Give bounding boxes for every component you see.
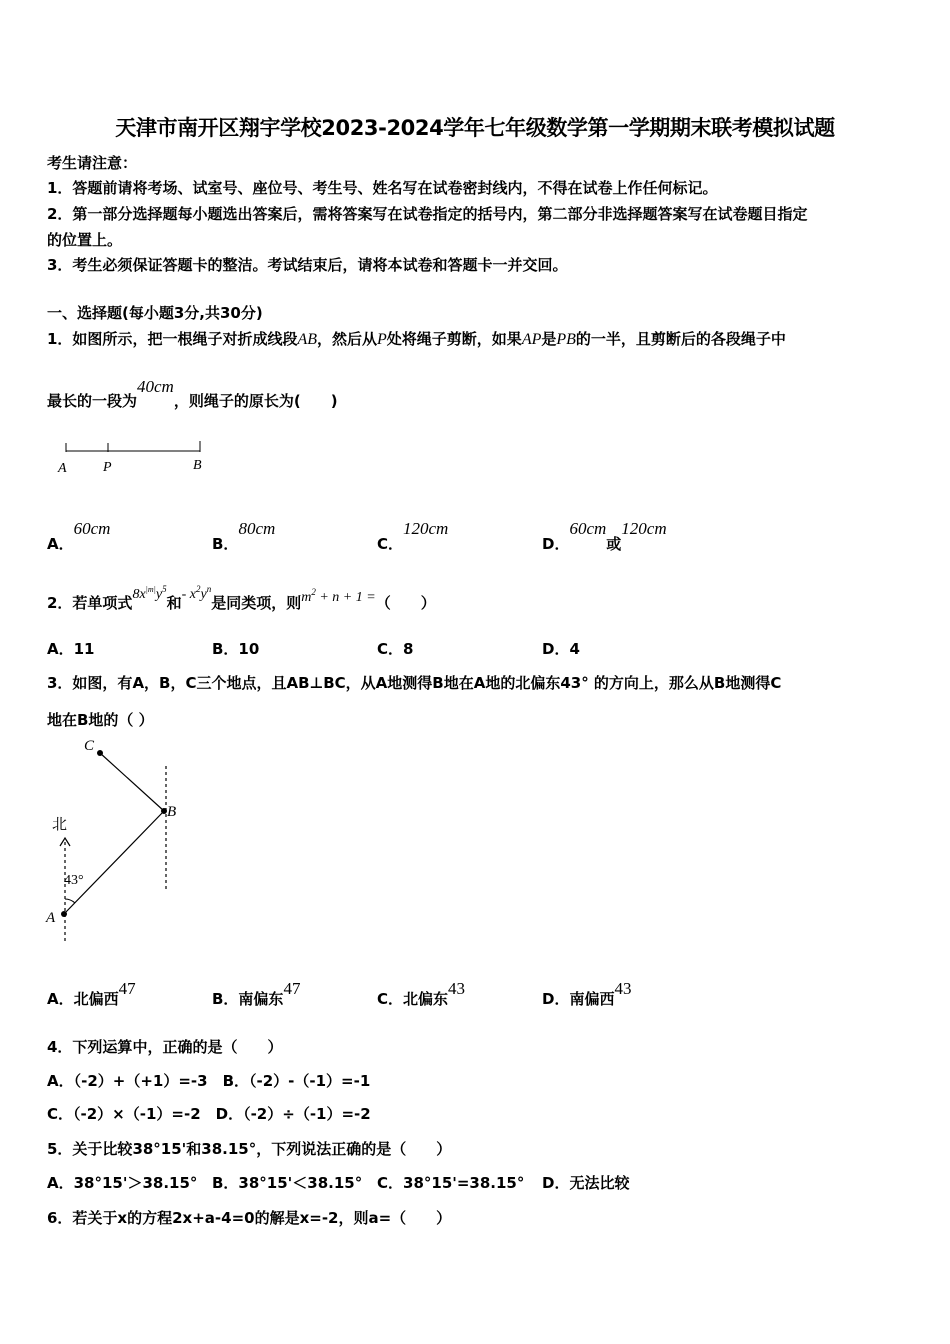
segment-ab: [64, 811, 164, 914]
option-d[interactable]: D．60cm或120cm: [542, 519, 667, 553]
notice-item: 1．答题前请将考场、试室号、座位号、考生号、姓名写在试卷密封线内，不得在试卷上作任何标记。: [47, 179, 718, 197]
label-c: C: [84, 738, 95, 754]
option-a[interactable]: A．北偏西47: [47, 979, 136, 1008]
label-b: B: [193, 458, 202, 473]
rope-figure: [52, 436, 212, 480]
section-heading: 一、选择题(每小题3分,共30分): [47, 304, 263, 322]
options-row[interactable]: A．（-2）+（+1）=-3 B．（-2）-（-1）=-1: [47, 1072, 371, 1090]
angle-label: 43°: [64, 873, 84, 888]
notice-item: 2．第一部分选择题每小题选出答案后，需将答案写在试卷指定的括号内，第二部分非选择题答案写在试卷题目指定: [47, 205, 808, 223]
direction-figure: [40, 734, 200, 948]
question-3-line-1: 3．如图，有A，B，C三个地点，且AB⊥BC，从A地测得B地在A地的北偏东43° 的方向上，那么从B地测得C: [47, 674, 782, 692]
notice-item: 3．考生必须保证答题卡的整洁。考试结束后，请将本试卷和答题卡一并交回。: [47, 256, 568, 274]
angle-arc: [65, 899, 75, 903]
option-d[interactable]: D．南偏西43: [542, 979, 632, 1008]
notice-heading: 考生请注意：: [47, 154, 138, 172]
question-5-stem: 5．关于比较38°15'和38.15°，下列说法正确的是（ ）: [47, 1140, 452, 1158]
point-a: [61, 911, 67, 917]
question-3-line-2: 地在B地的（ ）: [47, 711, 154, 729]
question-6-stem: 6．若关于x的方程2x+a-4=0的解是x=-2，则a=（ ）: [47, 1209, 452, 1227]
option-a[interactable]: A．11: [47, 640, 95, 658]
page-title: 天津市南开区翔宇学校2023-2024学年七年级数学第一学期期末联考模拟试题: [115, 116, 835, 140]
question-1-line-2: 最长的一段为40cm，则绳子的原长为( ): [47, 377, 338, 410]
option-b[interactable]: B．38°15'＜38.15°: [212, 1174, 363, 1192]
notice-item: 的位置上。: [47, 231, 123, 249]
label-b: B: [167, 804, 177, 820]
option-c[interactable]: C．120cm: [377, 519, 449, 553]
question-1-line-1: 1．如图所示，把一根绳子对折成线段AB，然后从P处将绳子剪断，如果AP是PB的一半，且剪断后的各段绳子中: [47, 330, 786, 348]
option-d[interactable]: D．无法比较: [542, 1174, 630, 1192]
label-p: P: [103, 460, 112, 475]
option-c[interactable]: C．38°15'=38.15°: [377, 1174, 525, 1192]
option-a[interactable]: A．60cm: [47, 519, 111, 553]
option-b[interactable]: B．南偏东47: [212, 979, 301, 1008]
segment-bc: [100, 753, 164, 811]
question-4-stem: 4．下列运算中，正确的是（ ）: [47, 1038, 283, 1056]
north-label: 北: [52, 815, 68, 833]
option-c[interactable]: C．8: [377, 640, 414, 658]
point-c: [97, 750, 103, 756]
option-a[interactable]: A．38°15'＞38.15°: [47, 1174, 198, 1192]
label-a: A: [46, 910, 56, 926]
options-row[interactable]: C．（-2）×（-1）=-2 D．（-2）÷（-1）=-2: [47, 1105, 371, 1123]
option-c[interactable]: C．北偏东43: [377, 979, 466, 1008]
option-b[interactable]: B．80cm: [212, 519, 276, 553]
label-a: A: [58, 461, 67, 476]
option-b[interactable]: B．10: [212, 640, 260, 658]
question-2-stem: 2．若单项式$8x^{|m|}y^5$和- $x^2y^n$是同类项，则$m^2 + n + 1$ =（ ）: [47, 584, 436, 612]
option-d[interactable]: D．4: [542, 640, 580, 658]
